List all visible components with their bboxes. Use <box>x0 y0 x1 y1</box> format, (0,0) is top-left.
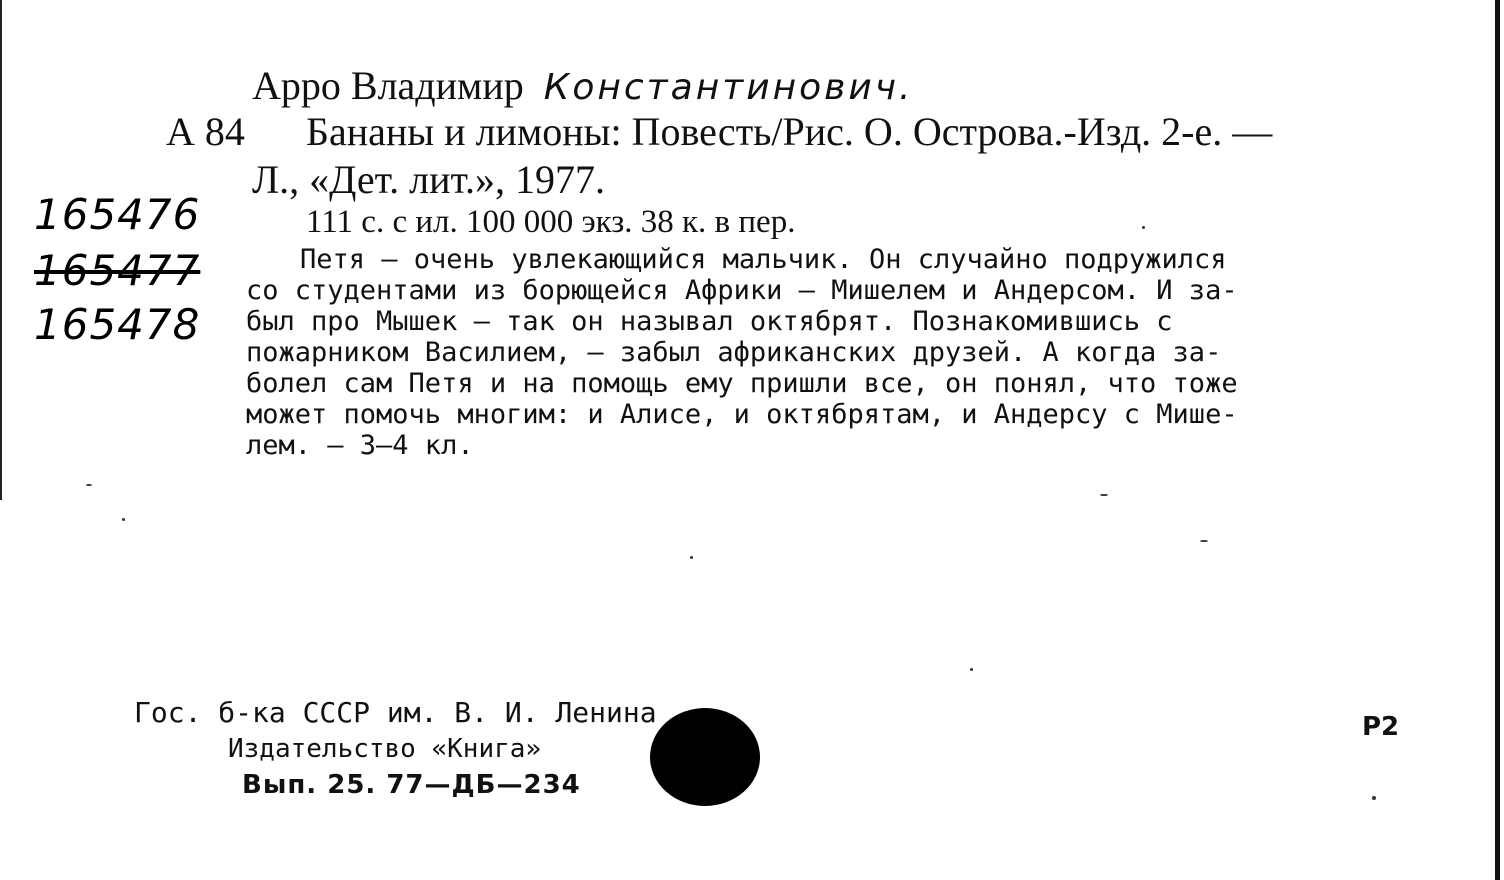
call-code: А 84 <box>166 109 245 154</box>
inventory-number-struck: 165477 <box>34 246 201 295</box>
card-right-edge <box>1495 0 1500 880</box>
annotation-text <box>246 244 1416 461</box>
annotation-line: может помочь многим: и Алисе, и октябрятам, и Андерсу с Мише- <box>246 399 1238 430</box>
card-left-edge <box>0 0 2 500</box>
publication-line: Л., «Дет. лит.», 1977. <box>252 157 605 202</box>
speck <box>1372 796 1376 800</box>
speck <box>1100 494 1108 496</box>
annotation-line: Петя — очень увлекающийся мальчик. Он случайно подружился <box>300 244 1227 275</box>
annotation-line: болел сам Петя и на помощь ему пришли все, он понял, что тоже <box>246 368 1238 399</box>
speck <box>1200 540 1208 542</box>
library-line: Гос. б-ка СССР им. В. И. Ленина <box>134 696 657 729</box>
speck <box>690 556 693 559</box>
inventory-number: 165476 <box>34 190 201 239</box>
issue-line: Вып. 25. 77—ДБ—234 <box>242 770 581 800</box>
author-printed: Арро Владимир <box>252 63 524 108</box>
annotation-line: пожарником Василием, — забыл африканских друзей. А когда за- <box>246 337 1222 368</box>
author-heading <box>252 62 914 109</box>
annotation-line: лем. — 3—4 кл. <box>246 430 474 461</box>
speck <box>86 484 92 486</box>
speck <box>122 518 125 521</box>
annotation-line: со студентами из борющейся Африки — Мишелем и Андерсом. И за- <box>246 275 1238 306</box>
publisher-line: Издательство «Книга» <box>228 734 542 764</box>
annotation-line: был про Мышек — так он называл октябрят. Познакомившись с <box>246 306 1173 337</box>
inventory-number: 165478 <box>34 300 201 349</box>
physical-description-line: 111 с. с ил. 100 000 экз. 38 к. в пер. <box>306 204 796 240</box>
punch-hole <box>650 708 760 806</box>
title-line: Бананы и лимоны: Повесть/Рис. О. Острова.-Изд. 2-е. — <box>306 109 1273 154</box>
speck <box>1142 226 1145 229</box>
author-handwritten: Константинович. <box>543 67 914 108</box>
corner-code: Р2 <box>1362 712 1400 742</box>
speck <box>970 668 973 671</box>
